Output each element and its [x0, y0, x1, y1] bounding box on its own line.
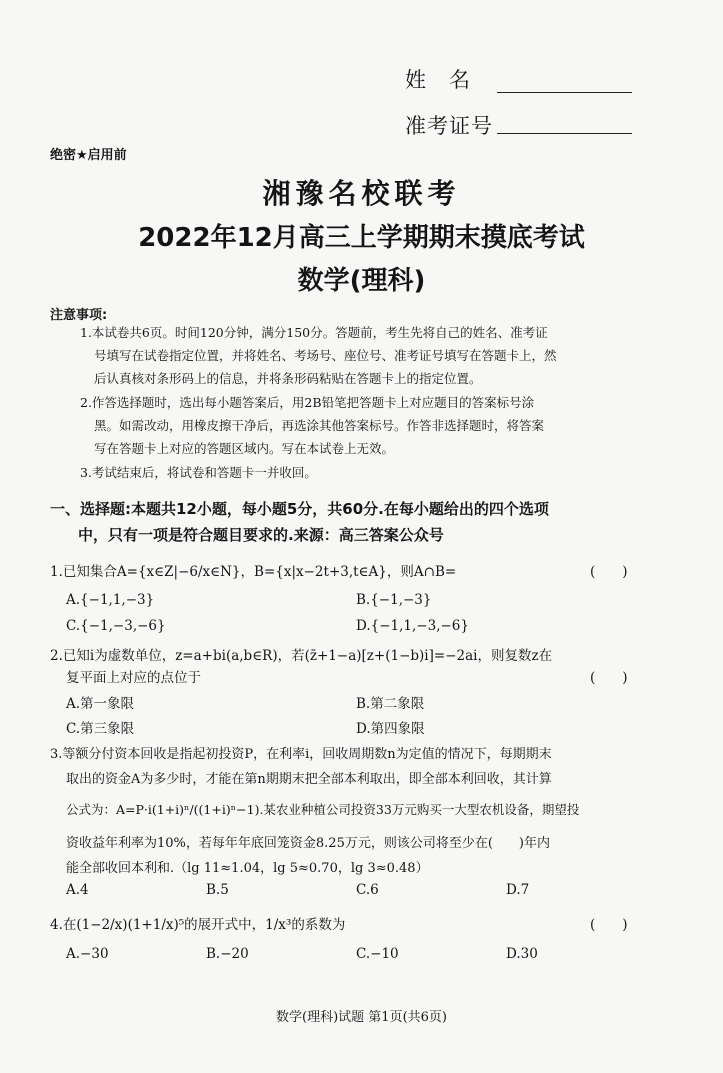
question-4-option-a: A.−30 [66, 946, 109, 962]
question-4-option-b: B.−20 [206, 946, 249, 962]
question-4-option-c: C.−10 [356, 946, 399, 962]
notes-title: 注意事项: [50, 308, 108, 323]
question-1-option-a: A.{−1,1,−3} [66, 592, 155, 608]
question-2-option-c: C.第三象限 [66, 721, 135, 737]
note-line: 写在答题卡上对应的答题区域内。写在本试卷上无效。 [94, 441, 395, 456]
exam-subject: 数学(理科) [297, 266, 426, 296]
question-2-stem-cont: 复平面上对应的点位于 [66, 670, 201, 686]
question-3-stem-cont: 取出的资金A为多少时，才能在第n期期末把全部本利取出，即全部本利回收，其计算 [66, 772, 552, 787]
question-3-option-a: A.4 [66, 882, 89, 898]
note-line: 后认真核对条形码上的信息，并将条形码粘贴在答题卡上的指定位置。 [94, 371, 482, 386]
name-field-line [497, 92, 632, 93]
question-3-stem-cont: 能全部收回本利和.（lg 11≈1.04，lg 5≈0.70，lg 3≈0.48） [66, 861, 429, 876]
question-4-stem: 4.在(1−2/x)(1+1/x)⁵的展开式中，1/x³的系数为 [50, 917, 346, 933]
answer-paren: ( ) [590, 564, 628, 580]
question-3-option-d: D.7 [506, 882, 530, 898]
question-2-option-d: D.第四象限 [356, 721, 425, 737]
exam-title-main: 湘豫名校联考 [262, 177, 461, 210]
note-line: 号填写在试卷指定位置，并将姓名、考场号、座位号、准考证号填写在答题卡上，然 [94, 348, 557, 363]
section-heading-cont: 中，只有一项是符合题目要求的.来源：高三答案公众号 [78, 526, 444, 544]
question-3-stem-cont: 资收益年利率为10%，若每年年底回笼资金8.25万元，则该公司将至少在( )年内 [66, 836, 550, 851]
question-2-option-b: B.第二象限 [356, 696, 425, 712]
exam-title-sub: 2022年12月高三上学期期末摸底考试 [138, 223, 585, 253]
question-2-option-a: A.第一象限 [66, 696, 135, 712]
exam-id-label: 准考证号 [405, 114, 493, 138]
question-1-option-d: D.{−1,1,−3,−6} [356, 618, 469, 634]
exam-id-field-line [497, 133, 632, 134]
answer-paren: ( ) [590, 917, 628, 933]
answer-paren: ( ) [590, 670, 628, 686]
question-3-formula-line: 公式为：A=P·i(1+i)ⁿ/((1+i)ⁿ−1).某农业种植公司投资33万元购买一大型农机设备，期望投 [66, 802, 580, 817]
note-line: 2.作答选择题时，选出每小题答案后，用2B铅笔把答题卡上对应题目的答案标号涂 [80, 395, 535, 410]
question-3-option-c: C.6 [356, 882, 379, 898]
question-2-stem: 2.已知i为虚数单位，z=a+bi(a,b∈R)，若(z̄+1−a)[z+(1−b)i]=−2ai，则复数z在 [50, 648, 553, 664]
note-line: 3.考试结束后，将试卷和答题卡一并收回。 [80, 465, 317, 480]
page-footer: 数学(理科)试题 第1页(共6页) [276, 1010, 447, 1025]
question-4-option-d: D.30 [506, 946, 538, 962]
question-1-option-b: B.{−1,−3} [356, 592, 432, 608]
question-1-option-c: C.{−1,−3,−6} [66, 618, 166, 634]
note-line: 黑。如需改动，用橡皮擦干净后，再选涂其他答案标号。作答非选择题时，将答案 [94, 418, 545, 433]
question-1-stem: 1.已知集合A={x∈Z|−6/x∈N}，B={x|x−2t+3,t∈A}，则A∩B= [50, 564, 457, 580]
question-3-option-b: B.5 [206, 882, 229, 898]
name-label: 姓 名 [405, 68, 471, 92]
confidential-mark: 绝密★启用前 [50, 148, 127, 163]
section-heading: 一、选择题:本题共12小题，每小题5分，共60分.在每小题给出的四个选项 [50, 500, 549, 518]
note-line: 1.本试卷共6页。时间120分钟，满分150分。答题前，考生先将自己的姓名、准考证 [80, 325, 548, 340]
question-3-stem: 3.等额分付资本回收是指起初投资P，在利率i，回收周期数n为定值的情况下，每期期末 [50, 747, 552, 762]
